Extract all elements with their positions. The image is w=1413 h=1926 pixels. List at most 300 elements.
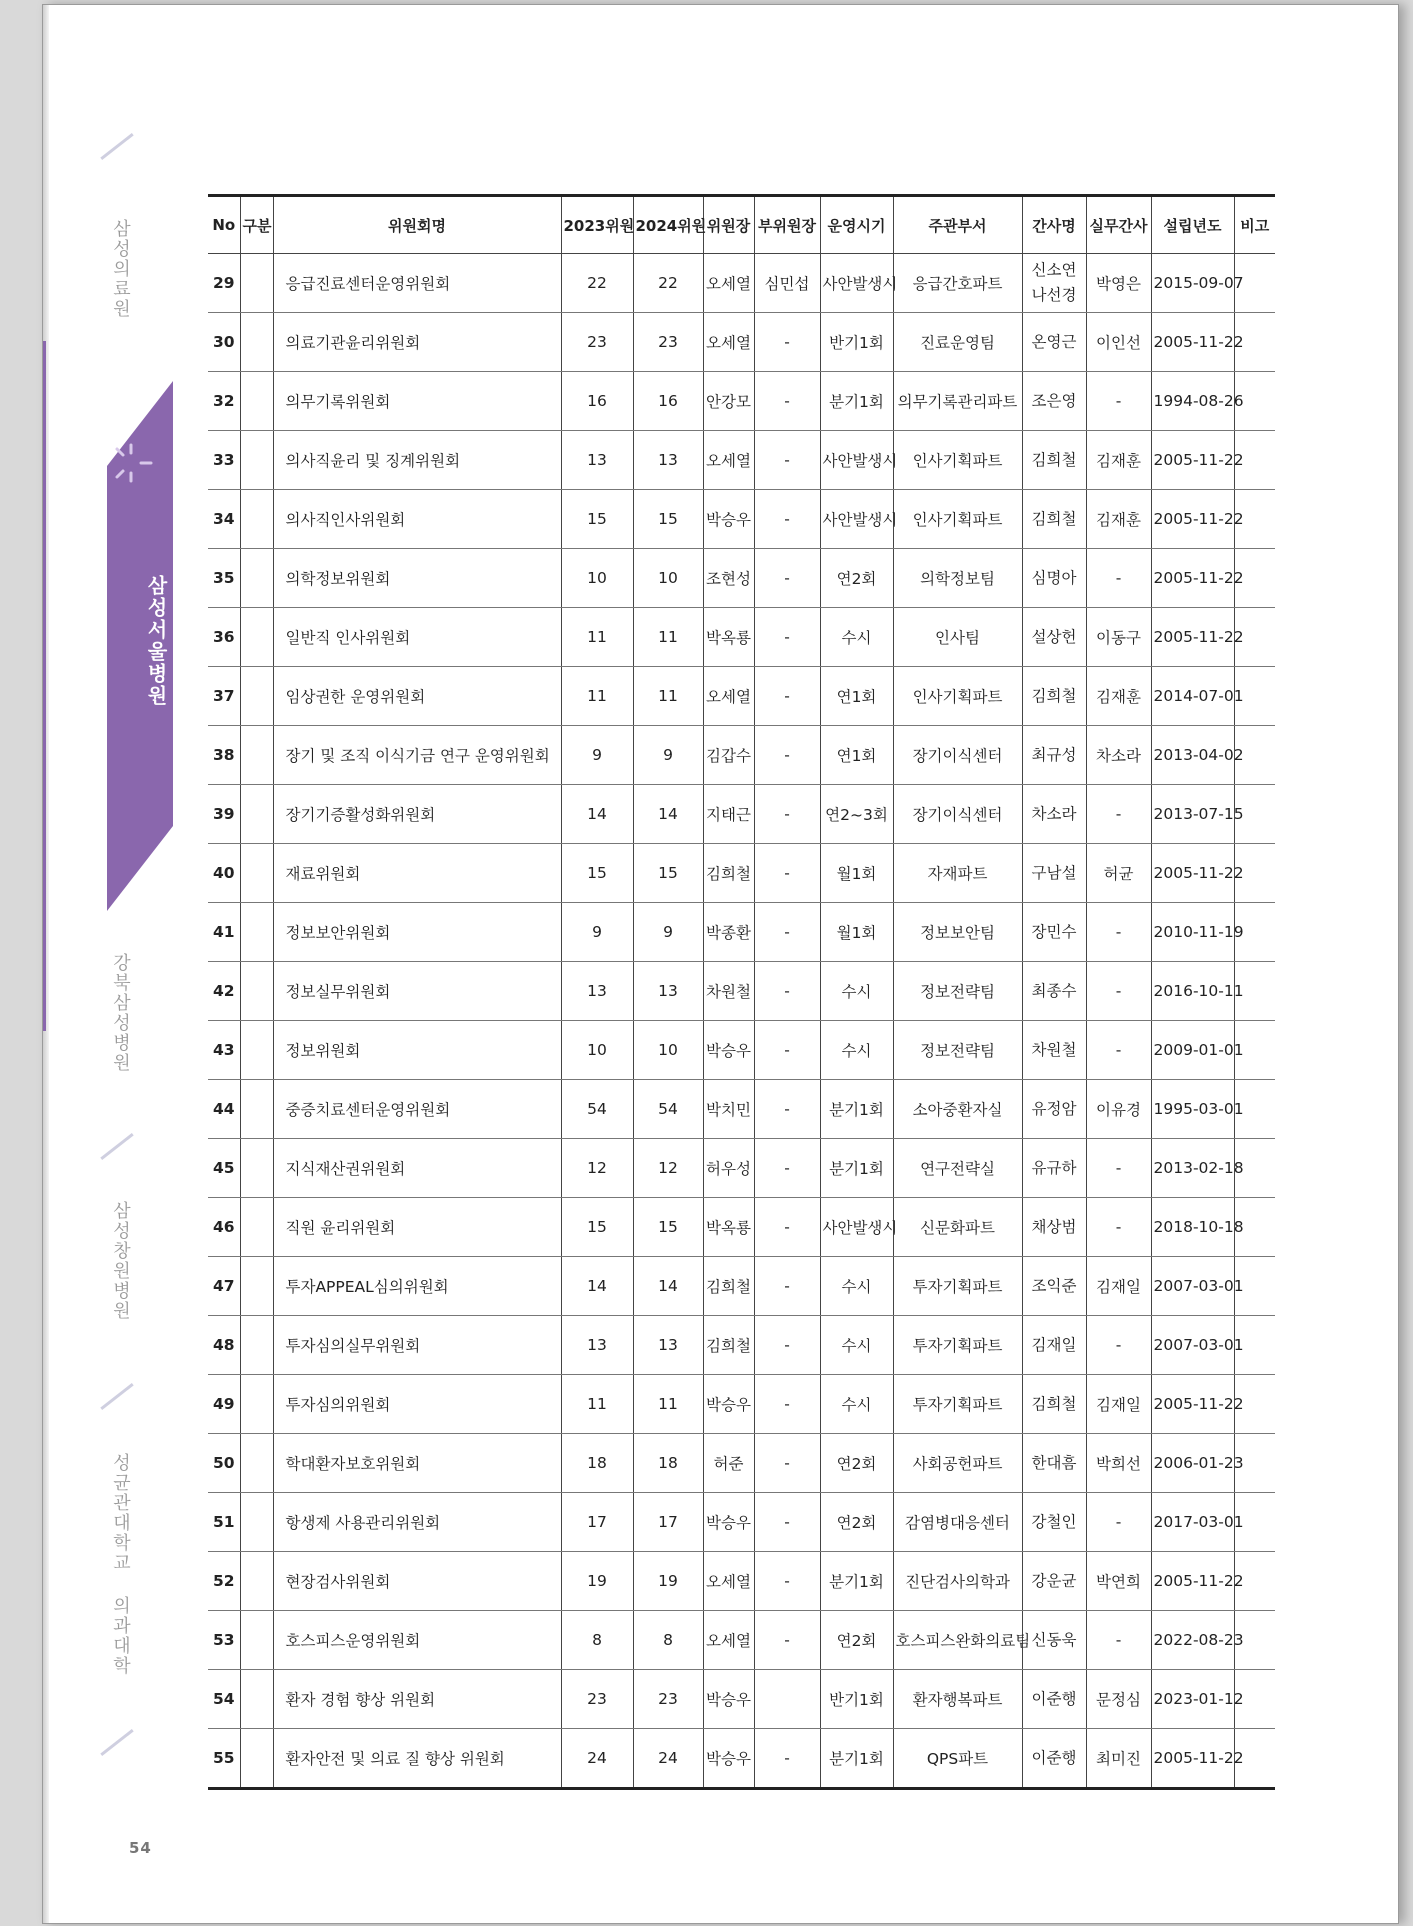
cell-2024-members: 15 [633, 844, 703, 903]
cell-category [240, 1670, 273, 1729]
cell-established: 1994-08-26 [1151, 372, 1234, 431]
cell-no: 36 [208, 608, 240, 667]
cell-no: 51 [208, 1493, 240, 1552]
cell-category [240, 667, 273, 726]
cell-committee-name: 환자안전 및 의료 질 향상 위원회 [273, 1729, 561, 1789]
cell-chair: 박승우 [703, 1493, 754, 1552]
header-category: 구분 [240, 196, 273, 254]
cell-vice-chair: - [754, 1375, 820, 1434]
cell-2023-members: 9 [561, 726, 633, 785]
table-row [208, 667, 1275, 726]
cell-established: 2015-09-07 [1151, 254, 1234, 313]
cell-secretary [1022, 903, 1086, 962]
cell-chair: 박승우 [703, 1670, 754, 1729]
cell-department: 정보전략팀 [893, 1021, 1022, 1080]
table-row [208, 1434, 1275, 1493]
cell-committee-name: 투자APPEAL심의위원회 [273, 1257, 561, 1316]
cell-vice-chair: - [754, 431, 820, 490]
cell-category [240, 785, 273, 844]
page-number: 54 [129, 1839, 152, 1857]
cell-2024-members: 22 [633, 254, 703, 313]
side-tab-skku-medicine[interactable]: 성균관대학교 의과대학 [110, 1453, 131, 1676]
cell-2023-members: 18 [561, 1434, 633, 1493]
cell-established: 2013-04-02 [1151, 726, 1234, 785]
cell-committee-name: 투자심의위원회 [273, 1375, 561, 1434]
cell-committee-name: 의사직인사위원회 [273, 490, 561, 549]
cell-established: 1995-03-01 [1151, 1080, 1234, 1139]
cell-2023-members: 15 [561, 1198, 633, 1257]
table-row [208, 1080, 1275, 1139]
cell-period: 월1회 [820, 903, 893, 962]
cell-department: 호스피스완화의료팀 [893, 1611, 1022, 1670]
cell-committee-name: 응급진료센터운영위원회 [273, 254, 561, 313]
cell-department: 응급간호파트 [893, 254, 1022, 313]
cell-category [240, 1139, 273, 1198]
cell-committee-name: 일반직 인사위원회 [273, 608, 561, 667]
cell-secretary [1022, 1729, 1086, 1789]
table-row [208, 1552, 1275, 1611]
cell-period: 분기1회 [820, 1552, 893, 1611]
cell-chair: 허준 [703, 1434, 754, 1493]
cell-2023-members: 14 [561, 1257, 633, 1316]
cell-chair: 오세열 [703, 313, 754, 372]
cell-department: QPS파트 [893, 1729, 1022, 1789]
cell-2024-members: 8 [633, 1611, 703, 1670]
secretary-name: 유정암 [1031, 1099, 1077, 1118]
secretary-name: 김재일 [1031, 1335, 1077, 1354]
cell-2024-members: 12 [633, 1139, 703, 1198]
secretary-name: 신동욱 [1031, 1630, 1077, 1649]
cell-period: 반기1회 [820, 313, 893, 372]
cell-period: 수시 [820, 1021, 893, 1080]
cell-2024-members: 11 [633, 608, 703, 667]
cell-staff-secretary: 이동구 [1086, 608, 1151, 667]
cell-period: 연2회 [820, 1493, 893, 1552]
header-committee-name: 위원회명 [273, 196, 561, 254]
cell-period: 사안발생시 [820, 254, 893, 313]
cell-2023-members: 19 [561, 1552, 633, 1611]
table-row [208, 1316, 1275, 1375]
table-row [208, 1493, 1275, 1552]
side-tab-samsung-seoul-hospital[interactable]: 삼성서울병원 [144, 575, 168, 707]
cell-secretary [1022, 1080, 1086, 1139]
divider-slash [100, 1383, 133, 1410]
cell-staff-secretary: - [1086, 903, 1151, 962]
header-department: 주관부서 [893, 196, 1022, 254]
cell-category [240, 1493, 273, 1552]
cell-secretary [1022, 726, 1086, 785]
cell-2023-members: 11 [561, 608, 633, 667]
cell-2024-members: 24 [633, 1729, 703, 1789]
cell-2024-members: 10 [633, 549, 703, 608]
cell-2023-members: 14 [561, 785, 633, 844]
cell-category [240, 1611, 273, 1670]
cell-established: 2005-11-22 [1151, 490, 1234, 549]
cell-department: 환자행복파트 [893, 1670, 1022, 1729]
cell-department: 연구전략실 [893, 1139, 1022, 1198]
cell-2024-members: 13 [633, 431, 703, 490]
cell-department: 의무기록관리파트 [893, 372, 1022, 431]
secretary-name: 온영근 [1031, 332, 1077, 351]
cell-chair: 박종환 [703, 903, 754, 962]
header-period: 운영시기 [820, 196, 893, 254]
cell-vice-chair: - [754, 313, 820, 372]
side-tab-samsung-changwon[interactable]: 삼성창원병원 [110, 1201, 131, 1321]
table-row [208, 372, 1275, 431]
cell-established: 2010-11-19 [1151, 903, 1234, 962]
secretary-name: 유규하 [1031, 1158, 1077, 1177]
secretary-name: 강철인 [1031, 1512, 1077, 1531]
cell-staff-secretary: 차소라 [1086, 726, 1151, 785]
cell-2024-members: 15 [633, 490, 703, 549]
header-2024-members: 2024위원 [633, 196, 703, 254]
cell-committee-name: 의료기관윤리위원회 [273, 313, 561, 372]
secretary-name: 이준행 [1031, 1689, 1077, 1708]
table-row [208, 1375, 1275, 1434]
cell-secretary [1022, 372, 1086, 431]
cell-secretary [1022, 549, 1086, 608]
cell-no: 47 [208, 1257, 240, 1316]
cell-category [240, 1198, 273, 1257]
cell-staff-secretary: - [1086, 1021, 1151, 1080]
cell-2023-members: 17 [561, 1493, 633, 1552]
secretary-name: 채상범 [1031, 1217, 1077, 1236]
cell-no: 38 [208, 726, 240, 785]
cell-category [240, 903, 273, 962]
cell-period: 월1회 [820, 844, 893, 903]
cell-staff-secretary: 김재훈 [1086, 490, 1151, 549]
cell-2024-members: 54 [633, 1080, 703, 1139]
cell-vice-chair: - [754, 1021, 820, 1080]
secretary-name: 김희철 [1031, 450, 1077, 469]
cell-no: 45 [208, 1139, 240, 1198]
cell-established: 2005-11-22 [1151, 549, 1234, 608]
table-row [208, 431, 1275, 490]
header-2023-members: 2023위원 [561, 196, 633, 254]
header-chair: 위원장 [703, 196, 754, 254]
cell-established: 2007-03-01 [1151, 1316, 1234, 1375]
cell-no: 35 [208, 549, 240, 608]
cell-category [240, 726, 273, 785]
cell-secretary [1022, 844, 1086, 903]
table-row [208, 608, 1275, 667]
cell-chair: 안강모 [703, 372, 754, 431]
cell-committee-name: 정보실무위원회 [273, 962, 561, 1021]
cell-2023-members: 11 [561, 667, 633, 726]
cell-chair: 지태근 [703, 785, 754, 844]
cell-chair: 오세열 [703, 431, 754, 490]
cell-category [240, 1434, 273, 1493]
cell-period: 수시 [820, 1375, 893, 1434]
cell-department: 장기이식센터 [893, 785, 1022, 844]
cell-category [240, 608, 273, 667]
cell-vice-chair [754, 1670, 820, 1729]
secretary-name: 구남설 [1031, 863, 1077, 882]
cell-staff-secretary: 허균 [1086, 844, 1151, 903]
cell-staff-secretary: - [1086, 1611, 1151, 1670]
cell-2024-members: 13 [633, 962, 703, 1021]
table-header-row [208, 196, 1275, 254]
cell-secretary [1022, 1611, 1086, 1670]
cell-no: 44 [208, 1080, 240, 1139]
cell-established: 2016-10-11 [1151, 962, 1234, 1021]
cell-department: 진단검사의학과 [893, 1552, 1022, 1611]
cell-category [240, 1316, 273, 1375]
cell-secretary [1022, 1139, 1086, 1198]
cell-committee-name: 의무기록위원회 [273, 372, 561, 431]
cell-vice-chair: - [754, 1139, 820, 1198]
cell-period: 분기1회 [820, 1080, 893, 1139]
cell-secretary [1022, 1257, 1086, 1316]
cell-staff-secretary: - [1086, 785, 1151, 844]
cell-period: 수시 [820, 962, 893, 1021]
cell-vice-chair: - [754, 1552, 820, 1611]
secretary-name: 최규성 [1031, 745, 1077, 764]
cell-established: 2005-11-22 [1151, 1729, 1234, 1789]
cell-no: 53 [208, 1611, 240, 1670]
table-row [208, 903, 1275, 962]
cell-no: 33 [208, 431, 240, 490]
cell-2024-members: 10 [633, 1021, 703, 1080]
secretary-name: 설상헌 [1031, 627, 1077, 646]
cell-2024-members: 15 [633, 1198, 703, 1257]
cell-vice-chair: - [754, 372, 820, 431]
cell-established: 2005-11-22 [1151, 431, 1234, 490]
cell-secretary [1022, 1375, 1086, 1434]
cell-secretary [1022, 431, 1086, 490]
cell-department: 신문화파트 [893, 1198, 1022, 1257]
cell-secretary [1022, 608, 1086, 667]
cell-vice-chair: - [754, 608, 820, 667]
cell-2024-members: 16 [633, 372, 703, 431]
cell-2024-members: 13 [633, 1316, 703, 1375]
table-row [208, 549, 1275, 608]
table-row [208, 313, 1275, 372]
secretary-name: 차원철 [1031, 1040, 1077, 1059]
cell-established: 2013-07-15 [1151, 785, 1234, 844]
cell-period: 반기1회 [820, 1670, 893, 1729]
cell-chair: 박옥룡 [703, 1198, 754, 1257]
cell-department: 소아중환자실 [893, 1080, 1022, 1139]
cell-staff-secretary: - [1086, 1493, 1151, 1552]
cell-2023-members: 54 [561, 1080, 633, 1139]
cell-department: 의학정보팀 [893, 549, 1022, 608]
cell-staff-secretary: 이유경 [1086, 1080, 1151, 1139]
cell-chair: 김희철 [703, 1316, 754, 1375]
cell-vice-chair: - [754, 1198, 820, 1257]
cell-staff-secretary: - [1086, 1316, 1151, 1375]
cell-committee-name: 의학정보위원회 [273, 549, 561, 608]
cell-staff-secretary: - [1086, 549, 1151, 608]
side-tab-kangbuk-samsung[interactable]: 강북삼성병원 [110, 953, 131, 1073]
cell-2023-members: 10 [561, 549, 633, 608]
cell-category [240, 962, 273, 1021]
cell-department: 자재파트 [893, 844, 1022, 903]
cell-committee-name: 지식재산권위원회 [273, 1139, 561, 1198]
cell-2023-members: 9 [561, 903, 633, 962]
cell-established: 2005-11-22 [1151, 1375, 1234, 1434]
cell-staff-secretary: 박연희 [1086, 1552, 1151, 1611]
cell-category [240, 844, 273, 903]
divider-slash [100, 133, 133, 160]
cell-no: 29 [208, 254, 240, 313]
cell-no: 37 [208, 667, 240, 726]
cell-2023-members: 15 [561, 490, 633, 549]
cell-established: 2005-11-22 [1151, 313, 1234, 372]
cell-staff-secretary: 최미진 [1086, 1729, 1151, 1789]
cell-vice-chair: - [754, 1611, 820, 1670]
cell-category [240, 1080, 273, 1139]
cell-committee-name: 장기기증활성화위원회 [273, 785, 561, 844]
cell-category [240, 254, 273, 313]
cell-department: 정보보안팀 [893, 903, 1022, 962]
header-secretary: 간사명 [1022, 196, 1086, 254]
cell-committee-name: 중증치료센터운영위원회 [273, 1080, 561, 1139]
secretary-name: 이준행 [1031, 1748, 1077, 1767]
table-row [208, 1198, 1275, 1257]
cell-2023-members: 13 [561, 431, 633, 490]
cell-department: 인사기획파트 [893, 431, 1022, 490]
cell-period: 수시 [820, 608, 893, 667]
cell-category [240, 1552, 273, 1611]
cell-period: 분기1회 [820, 1729, 893, 1789]
secretary-name: 조은영 [1031, 391, 1077, 410]
secretary-name: 김희철 [1031, 1394, 1077, 1413]
cell-chair: 김희철 [703, 844, 754, 903]
cell-2024-members: 23 [633, 313, 703, 372]
cell-department: 정보전략팀 [893, 962, 1022, 1021]
cell-committee-name: 재료위원회 [273, 844, 561, 903]
cell-secretary [1022, 1552, 1086, 1611]
cell-2024-members: 14 [633, 1257, 703, 1316]
cell-vice-chair: - [754, 490, 820, 549]
cell-2023-members: 11 [561, 1375, 633, 1434]
cell-department: 장기이식센터 [893, 726, 1022, 785]
cell-no: 43 [208, 1021, 240, 1080]
table-row [208, 785, 1275, 844]
cell-department: 투자기획파트 [893, 1375, 1022, 1434]
cell-staff-secretary: - [1086, 372, 1151, 431]
cell-established: 2009-01-01 [1151, 1021, 1234, 1080]
table-row [208, 726, 1275, 785]
cell-period: 연1회 [820, 726, 893, 785]
secretary-name: 한대흠 [1031, 1453, 1077, 1472]
cell-2024-members: 17 [633, 1493, 703, 1552]
cell-committee-name: 환자 경험 향상 위원회 [273, 1670, 561, 1729]
cell-2023-members: 23 [561, 1670, 633, 1729]
cell-2024-members: 23 [633, 1670, 703, 1729]
cell-staff-secretary: 김재훈 [1086, 431, 1151, 490]
cell-no: 49 [208, 1375, 240, 1434]
sparkle-icon [109, 441, 153, 485]
secretary-name: 강운균 [1031, 1571, 1077, 1590]
cell-period: 수시 [820, 1257, 893, 1316]
cell-period: 연2회 [820, 1434, 893, 1493]
cell-committee-name: 정보보안위원회 [273, 903, 561, 962]
cell-2024-members: 9 [633, 726, 703, 785]
secretary-name: 조익준 [1031, 1276, 1077, 1295]
cell-established: 2014-07-01 [1151, 667, 1234, 726]
header-no: No [208, 196, 240, 254]
cell-chair: 박승우 [703, 490, 754, 549]
cell-vice-chair: 심민섭 [754, 254, 820, 313]
secretary-name: 장민수 [1031, 922, 1077, 941]
cell-chair: 박옥룡 [703, 608, 754, 667]
cell-2024-members: 9 [633, 903, 703, 962]
secretary-name: 최종수 [1031, 981, 1077, 1000]
cell-chair: 박승우 [703, 1729, 754, 1789]
cell-chair: 오세열 [703, 1552, 754, 1611]
cell-vice-chair: - [754, 1729, 820, 1789]
cell-period: 분기1회 [820, 372, 893, 431]
cell-secretary [1022, 313, 1086, 372]
cell-committee-name: 투자심의실무위원회 [273, 1316, 561, 1375]
cell-vice-chair: - [754, 1080, 820, 1139]
cell-category [240, 1257, 273, 1316]
cell-department: 인사기획파트 [893, 667, 1022, 726]
cell-department: 투자기획파트 [893, 1257, 1022, 1316]
cell-2023-members: 22 [561, 254, 633, 313]
cell-no: 32 [208, 372, 240, 431]
cell-chair: 오세열 [703, 1611, 754, 1670]
cell-2023-members: 16 [561, 372, 633, 431]
cell-no: 52 [208, 1552, 240, 1611]
cell-period: 연1회 [820, 667, 893, 726]
cell-vice-chair: - [754, 1316, 820, 1375]
cell-period: 분기1회 [820, 1139, 893, 1198]
table-row [208, 1139, 1275, 1198]
cell-no: 40 [208, 844, 240, 903]
cell-department: 진료운영팀 [893, 313, 1022, 372]
cell-established: 2023-01-12 [1151, 1670, 1234, 1729]
secretary-name: 김희철 [1031, 509, 1077, 528]
cell-chair: 차원철 [703, 962, 754, 1021]
cell-vice-chair: - [754, 962, 820, 1021]
cell-committee-name: 의사직윤리 및 징계위원회 [273, 431, 561, 490]
cell-period: 사안발생시 [820, 1198, 893, 1257]
cell-category [240, 1729, 273, 1789]
cell-2023-members: 13 [561, 1316, 633, 1375]
cell-chair: 김갑수 [703, 726, 754, 785]
cell-established: 2022-08-23 [1151, 1611, 1234, 1670]
cell-staff-secretary: 문정심 [1086, 1670, 1151, 1729]
cell-chair: 오세열 [703, 254, 754, 313]
cell-period: 사안발생시 [820, 490, 893, 549]
cell-2024-members: 19 [633, 1552, 703, 1611]
cell-2024-members: 18 [633, 1434, 703, 1493]
cell-staff-secretary: 이인선 [1086, 313, 1151, 372]
cell-vice-chair: - [754, 549, 820, 608]
cell-no: 39 [208, 785, 240, 844]
table-row [208, 844, 1275, 903]
cell-department: 인사기획파트 [893, 490, 1022, 549]
cell-no: 34 [208, 490, 240, 549]
cell-2023-members: 15 [561, 844, 633, 903]
cell-no: 30 [208, 313, 240, 372]
side-tab-samsung-medical[interactable]: 삼성의료원 [110, 219, 131, 319]
cell-no: 54 [208, 1670, 240, 1729]
table-row [208, 1021, 1275, 1080]
cell-staff-secretary: - [1086, 1139, 1151, 1198]
cell-category [240, 313, 273, 372]
cell-2023-members: 13 [561, 962, 633, 1021]
cell-vice-chair: - [754, 903, 820, 962]
cell-chair: 허우성 [703, 1139, 754, 1198]
cell-committee-name: 정보위원회 [273, 1021, 561, 1080]
table-row [208, 490, 1275, 549]
cell-no: 48 [208, 1316, 240, 1375]
cell-vice-chair: - [754, 1257, 820, 1316]
